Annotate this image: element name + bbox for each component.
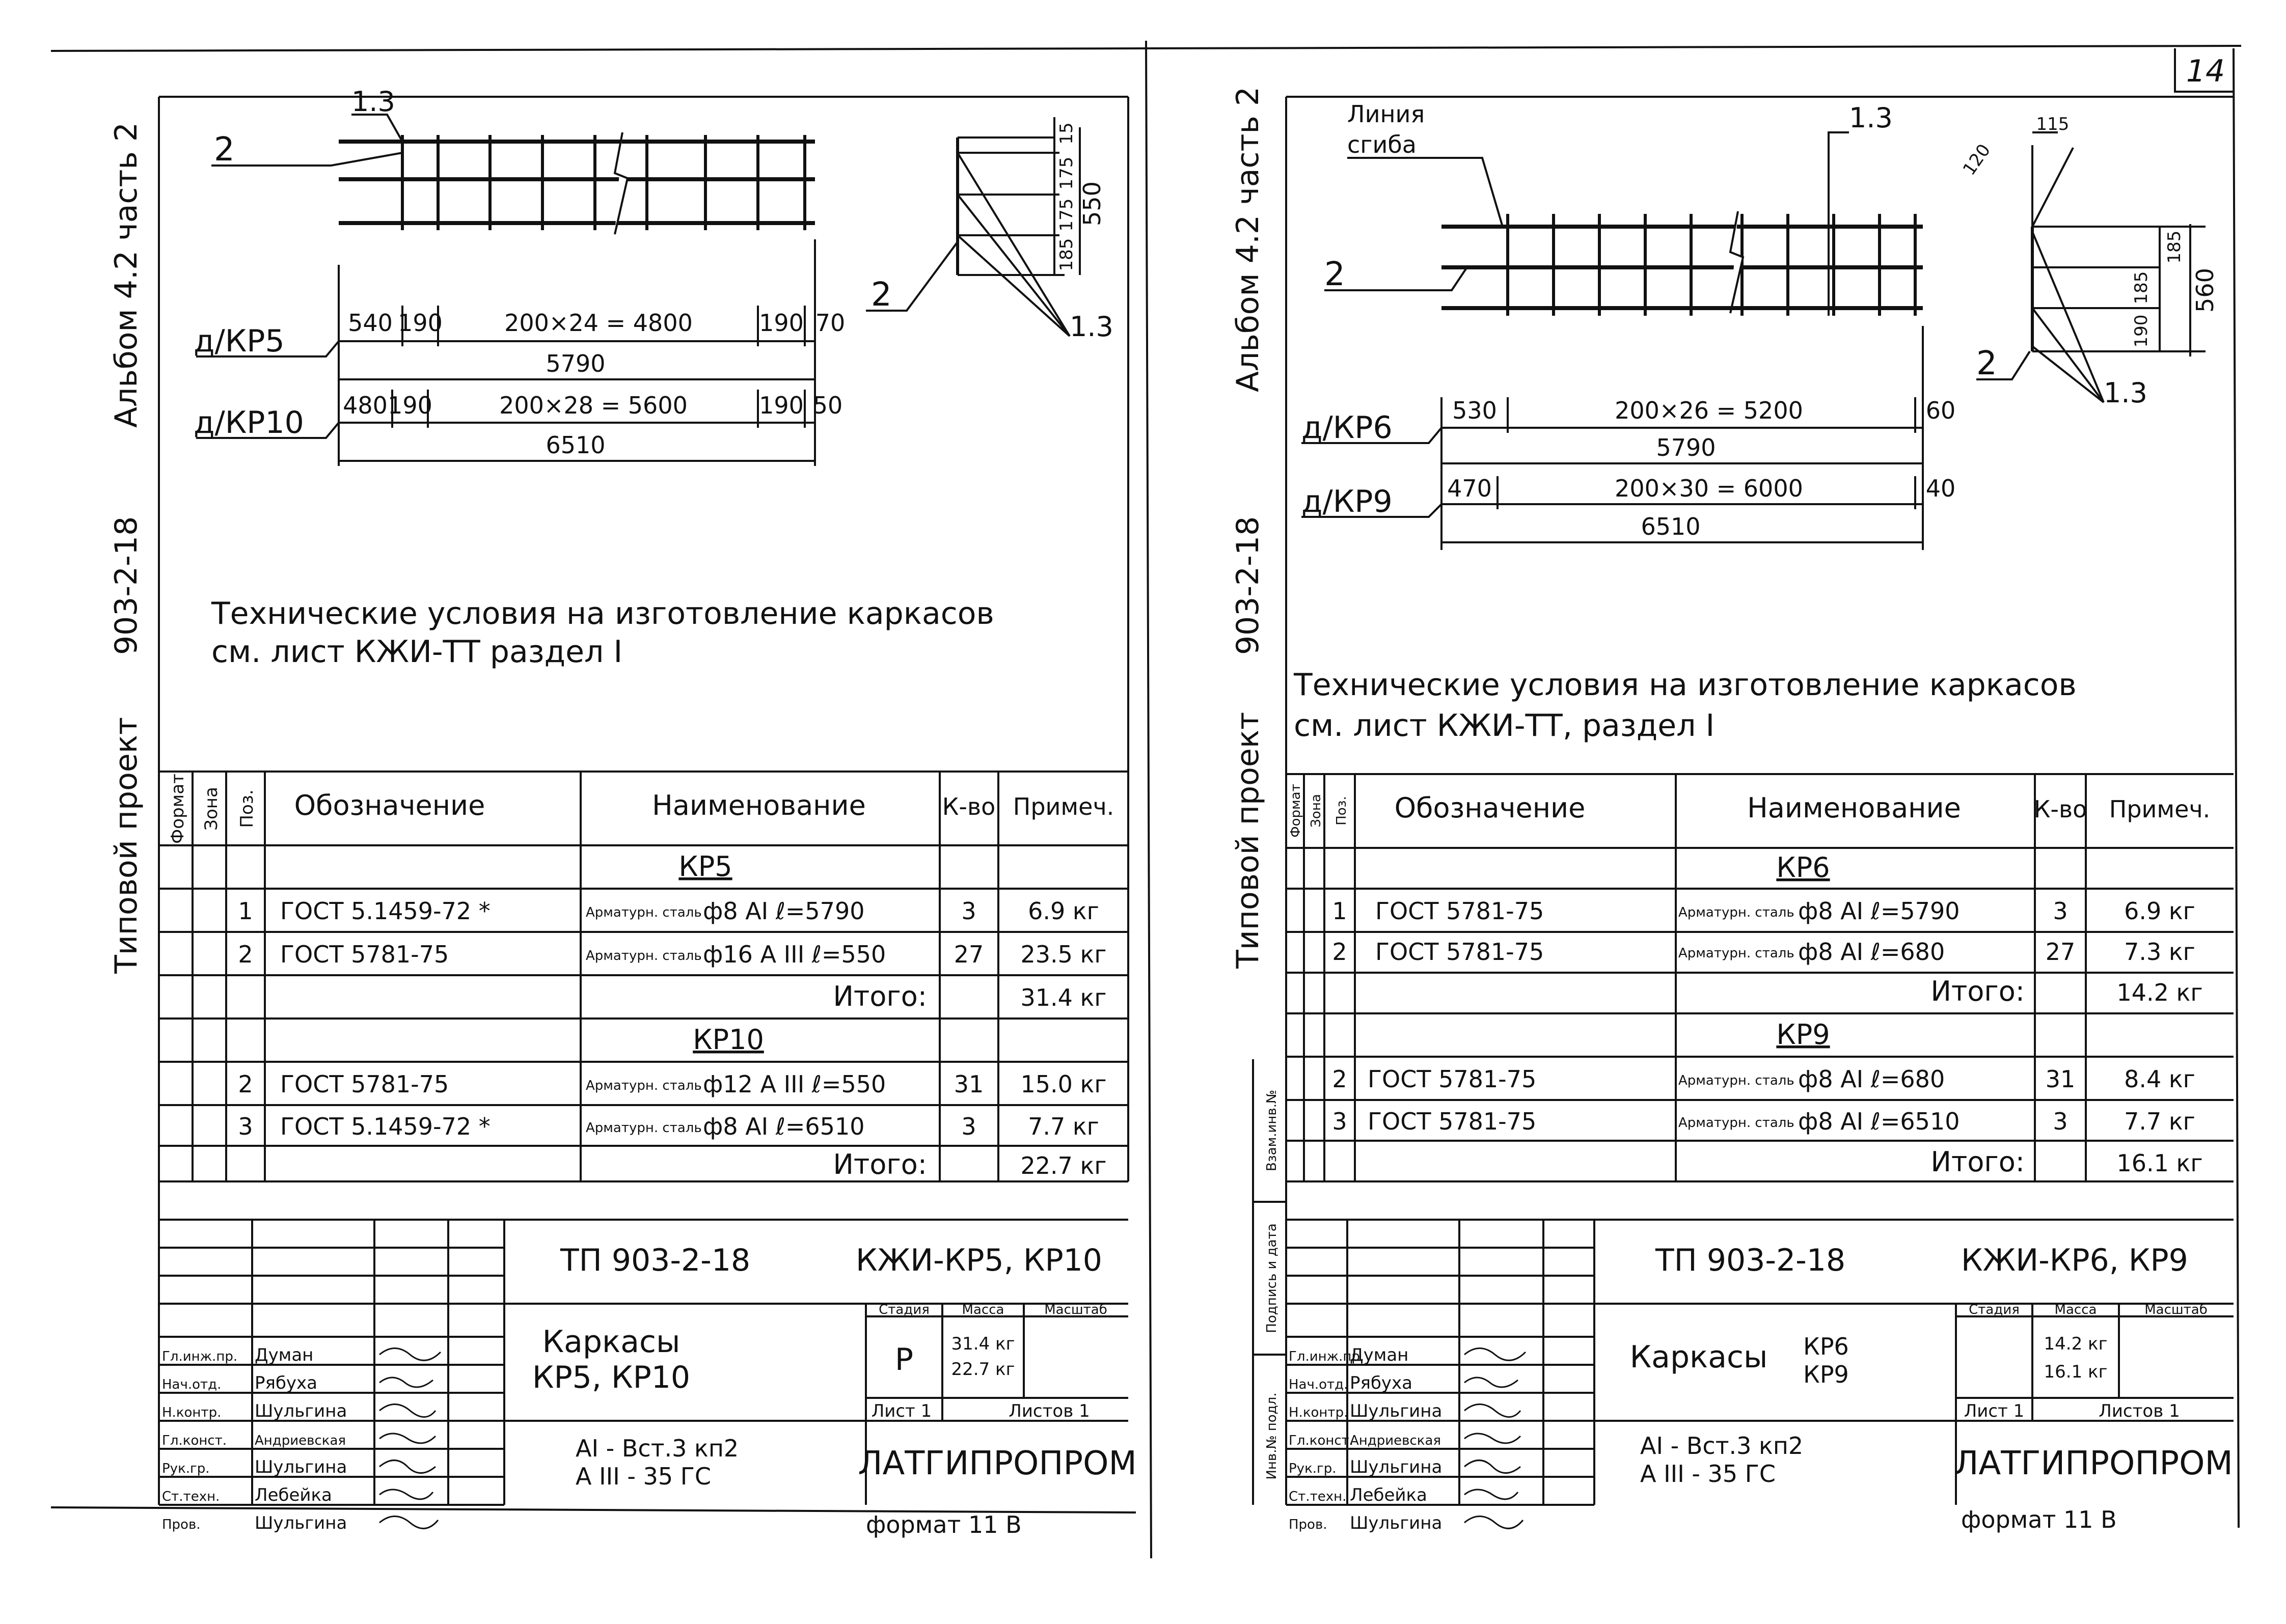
right-section-dim: 185 — [2131, 271, 2152, 305]
left-item-gost: ГОСТ 5781-75 — [280, 941, 449, 968]
left-spec-headers — [168, 774, 1114, 844]
left-tb-stage-label: Стадия — [879, 1302, 930, 1317]
left-col-pos: Поз. — [237, 789, 257, 828]
right-item-note: 7.3 кг — [2124, 938, 2195, 966]
right-tb-sheets: Листов 1 — [2099, 1401, 2180, 1421]
right-group-title: КР6 — [1776, 851, 1830, 884]
left-tb-person: Рябуха — [255, 1373, 318, 1393]
left-row-seg: 200×28 = 5600 — [499, 392, 688, 419]
right-item-spec: ф8 АI ℓ=680 — [1798, 1065, 1945, 1093]
left-spec-rows — [238, 850, 1106, 1180]
left-row-seg: 200×24 = 4800 — [504, 309, 693, 337]
right-item-mat: Арматурн. сталь — [1678, 1073, 1794, 1088]
right-item-qty: 3 — [2053, 897, 2068, 925]
left-signatures — [379, 1348, 441, 1529]
left-row-seg: 480 — [343, 392, 388, 419]
left-section — [866, 117, 1080, 336]
left-tb-role: Гл.конст. — [162, 1433, 227, 1448]
right-row-seg: 40 — [1925, 475, 1956, 502]
left-section-dim: 175 — [1056, 156, 1077, 190]
right-col-format: Формат — [1288, 784, 1303, 838]
left-item-gost: ГОСТ 5.1459-72 * — [280, 897, 491, 925]
right-row-seg: 200×26 = 5200 — [1615, 397, 1803, 424]
left-total-label: Итого: — [833, 980, 927, 1012]
right-row-seg: 60 — [1925, 397, 1956, 424]
left-note-line: см. лист КЖИ-ТТ раздел I — [211, 634, 623, 670]
right-side-stamp — [1230, 87, 1286, 1480]
right-row-seg: 470 — [1447, 475, 1492, 502]
left-item-pos: 2 — [238, 1070, 253, 1098]
left-item-spec: ф12 А III ℓ=550 — [703, 1070, 886, 1098]
right-tb-role: Гл.инж.пр. — [1289, 1349, 1365, 1364]
left-item-qty: 27 — [954, 941, 984, 968]
left-section-dim: 175 — [1056, 198, 1077, 232]
right-total-label: Итого: — [1930, 1146, 2025, 1178]
left-tb-mass: 22.7 кг — [951, 1359, 1015, 1380]
right-spec-headers — [1288, 784, 2210, 838]
left-tb-role: Гл.инж.пр. — [162, 1349, 238, 1364]
left-tb-mass-label: Масса — [962, 1302, 1004, 1317]
right-tb-person: Шульгина — [1350, 1457, 1443, 1477]
left-item-pos: 1 — [238, 897, 253, 925]
left-tb-person: Андриевская — [255, 1433, 346, 1448]
right-item-pos: 3 — [1332, 1108, 1347, 1135]
right-tb-code: КЖИ-КР6, КР9 — [1961, 1243, 2188, 1278]
left-tb-role: Рук.гр. — [162, 1461, 210, 1476]
left-total-value: 22.7 кг — [1020, 1152, 1107, 1179]
right-tb-mass: 16.1 кг — [2044, 1362, 2108, 1382]
right-tb-name: Каркасы — [1629, 1339, 1768, 1375]
right-item-note: 7.7 кг — [2124, 1108, 2195, 1135]
right-item-spec: ф8 АI ℓ=680 — [1798, 938, 1945, 966]
right-album-label: Альбом 4.2 часть 2 — [1230, 86, 1266, 393]
right-section-dim: 560 — [2191, 268, 2219, 313]
right-row-seg: 530 — [1452, 397, 1497, 424]
right-item-spec: ф8 АI ℓ=6510 — [1798, 1108, 1960, 1135]
right-col-note: Примеч. — [2109, 795, 2211, 823]
left-item-qty: 3 — [961, 1113, 976, 1140]
right-total-value: 14.2 кг — [2116, 979, 2203, 1006]
right-item-pos: 2 — [1332, 1065, 1347, 1093]
right-tb-role: Ст.техн. — [1289, 1489, 1347, 1504]
right-tb-role: Н.контр. — [1289, 1405, 1348, 1420]
left-section-pos13: 1.3 — [1070, 311, 1113, 343]
left-tb-name: Каркасы — [542, 1324, 681, 1360]
right-section-pos13: 1.3 — [2104, 377, 2147, 409]
right-tb-role: Гл.конст. — [1289, 1433, 1354, 1448]
left-tb-org: ЛАТГИПРОПРОМ — [858, 1445, 1137, 1482]
right-row-mark: д/КР9 — [1301, 484, 1393, 519]
right-group-title: КР9 — [1776, 1019, 1830, 1051]
right-sheet — [1230, 87, 2234, 1533]
left-tb-material: АI - Вст.3 кп2 — [576, 1435, 739, 1462]
right-dimensions — [1301, 326, 1923, 550]
left-item-note: 15.0 кг — [1020, 1070, 1107, 1098]
left-row-seg: 190 — [388, 392, 432, 419]
right-row-total: 5790 — [1656, 434, 1716, 461]
left-row-total: 5790 — [546, 350, 606, 377]
left-item-qty: 3 — [961, 897, 976, 925]
left-project-number: 903-2-18 — [108, 516, 144, 655]
left-row-seg: 190 — [759, 309, 804, 337]
left-tb-project: ТП 903-2-18 — [560, 1243, 751, 1278]
right-item-gost: ГОСТ 5781-75 — [1368, 1065, 1537, 1093]
right-tb-name: КР6 — [1803, 1333, 1849, 1360]
right-section — [1976, 132, 2206, 402]
right-tb-material: А III - 35 ГС — [1640, 1460, 1776, 1488]
right-section-dim: 115 — [2036, 114, 2070, 134]
left-row-seg: 540 — [348, 309, 393, 337]
right-item-gost: ГОСТ 5781-75 — [1375, 897, 1544, 925]
right-tb-scale-label: Масштаб — [2144, 1302, 2208, 1317]
left-tb-person: Шульгина — [255, 1457, 347, 1477]
left-row-seg: 190 — [398, 309, 443, 337]
right-tb-sheet: Лист 1 — [1964, 1401, 2025, 1421]
left-item-pos: 2 — [238, 941, 253, 968]
left-tb-role: Ст.техн. — [162, 1489, 220, 1504]
right-section-pos2: 2 — [1976, 345, 1997, 382]
right-item-pos: 1 — [1332, 897, 1347, 925]
left-row-total: 6510 — [546, 431, 606, 459]
right-bend-label: сгиба — [1347, 131, 1417, 158]
left-tb-material: А III - 35 ГС — [576, 1463, 711, 1490]
left-item-note: 23.5 кг — [1020, 941, 1107, 968]
left-album-label: Альбом 4.2 часть 2 — [108, 122, 144, 428]
right-col-qty: К-во — [2033, 795, 2087, 823]
right-project-type: Типовой проект — [1230, 712, 1266, 969]
left-tb-format: формат 11 В — [866, 1511, 1022, 1538]
left-pos13-label: 1.3 — [351, 86, 395, 118]
left-tb-person: Думан — [255, 1345, 314, 1365]
left-row-mark: д/КР5 — [194, 323, 285, 359]
right-tb-person: Шульгина — [1350, 1513, 1443, 1533]
left-tb-role: Пров. — [162, 1517, 201, 1532]
left-row-seg: 190 — [759, 392, 804, 419]
left-tb-role: Нач.отд. — [162, 1377, 222, 1392]
left-item-mat: Арматурн. сталь — [586, 1120, 702, 1136]
right-tb-mass-label: Масса — [2054, 1302, 2097, 1317]
right-tb-org: ЛАТГИПРОПРОМ — [1954, 1445, 2233, 1482]
right-side-field: Подпись и дата — [1264, 1223, 1280, 1333]
left-row-seg: 50 — [812, 392, 843, 419]
right-pos13-label: 1.3 — [1849, 102, 1893, 134]
left-col-note: Примеч. — [1013, 793, 1114, 820]
left-row-seg: 70 — [815, 309, 846, 337]
right-item-note: 6.9 кг — [2124, 897, 2195, 925]
left-section-dim: 550 — [1078, 181, 1106, 226]
left-tb-person: Шульгина — [255, 1513, 347, 1533]
left-item-mat: Арматурн. сталь — [586, 1078, 702, 1093]
right-pos2-label: 2 — [1324, 256, 1345, 293]
left-side-stamp — [108, 122, 144, 974]
right-tb-stage-label: Стадия — [1969, 1302, 2020, 1317]
left-item-mat: Арматурн. сталь — [586, 948, 702, 964]
right-col-designation: Обозначение — [1394, 792, 1586, 824]
right-section-dim: 120 — [1958, 140, 1995, 179]
left-mesh-elevation — [339, 132, 815, 234]
right-tb-name: КР9 — [1803, 1361, 1849, 1388]
left-col-name: Наименование — [652, 789, 866, 821]
right-tb-person: Рябуха — [1350, 1373, 1413, 1393]
left-tb-sheets: Листов 1 — [1009, 1401, 1090, 1421]
right-item-qty: 3 — [2053, 1108, 2068, 1135]
left-tb-person: Шульгина — [255, 1401, 347, 1421]
left-group-title: КР5 — [678, 850, 732, 883]
right-tb-person: Лебейка — [1350, 1485, 1427, 1505]
right-tb-project: ТП 903-2-18 — [1655, 1243, 1846, 1278]
left-section-pos2: 2 — [871, 276, 892, 314]
left-tb-scale-label: Масштаб — [1044, 1302, 1107, 1317]
left-item-pos: 3 — [238, 1113, 253, 1140]
right-project-number: 903-2-18 — [1230, 516, 1266, 655]
right-section-dim: 185 — [2164, 230, 2185, 264]
left-row-mark: д/КР10 — [194, 405, 304, 441]
right-tb-format: формат 11 В — [1961, 1506, 2117, 1533]
right-item-gost: ГОСТ 5781-75 — [1368, 1108, 1537, 1135]
left-tb-sheet: Лист 1 — [871, 1401, 932, 1421]
right-tb-role: Рук.гр. — [1289, 1461, 1337, 1476]
right-col-zone: Зона — [1309, 794, 1324, 828]
right-item-mat: Арматурн. сталь — [1678, 905, 1794, 920]
right-col-name: Наименование — [1747, 792, 1961, 824]
right-item-qty: 27 — [2045, 938, 2076, 966]
right-item-spec: ф8 АI ℓ=5790 — [1798, 897, 1960, 925]
right-total-value: 16.1 кг — [2116, 1149, 2203, 1177]
right-side-field: Инв.№ подл. — [1264, 1392, 1280, 1480]
right-col-pos: Поз. — [1334, 796, 1349, 825]
left-tb-person: Лебейка — [255, 1485, 332, 1505]
right-tb-mass: 14.2 кг — [2044, 1334, 2108, 1354]
right-note-line: Технические условия на изготовление каркасов — [1294, 667, 2077, 703]
right-total-label: Итого: — [1930, 975, 2025, 1007]
left-section-dim: 185 — [1056, 238, 1077, 271]
left-item-spec: ф8 АI ℓ=5790 — [703, 897, 865, 925]
right-row-total: 6510 — [1641, 513, 1701, 540]
page-number-box — [2175, 48, 2234, 92]
left-col-qty: К-во — [942, 793, 996, 820]
left-item-spec: ф8 АI ℓ=6510 — [703, 1113, 865, 1140]
page-number: 14 — [2186, 53, 2225, 89]
left-total-value: 31.4 кг — [1020, 984, 1107, 1011]
right-row-seg: 200×30 = 6000 — [1615, 475, 1803, 502]
right-item-gost: ГОСТ 5781-75 — [1375, 938, 1544, 966]
left-total-label: Итого: — [833, 1148, 927, 1180]
right-item-note: 8.4 кг — [2124, 1065, 2195, 1093]
left-item-qty: 31 — [954, 1070, 984, 1098]
left-tb-role: Н.контр. — [162, 1405, 222, 1420]
right-tb-person: Андриевская — [1350, 1433, 1441, 1448]
left-title-block-text — [162, 1243, 1137, 1538]
left-tb-name: КР5, КР10 — [532, 1360, 691, 1395]
right-tb-role: Пров. — [1289, 1517, 1327, 1532]
left-col-format: Формат — [168, 774, 188, 844]
left-tb-stage: Р — [894, 1342, 914, 1378]
right-bend-label: Линия — [1347, 100, 1425, 128]
right-side-field: Взам.инв.№ — [1264, 1090, 1280, 1171]
right-signatures — [1464, 1348, 1526, 1529]
right-tb-material: АI - Вст.3 кп2 — [1640, 1432, 1804, 1460]
right-row-mark: д/КР6 — [1301, 410, 1393, 446]
left-col-designation: Обозначение — [294, 789, 485, 821]
right-item-mat: Арматурн. сталь — [1678, 946, 1794, 961]
left-item-gost: ГОСТ 5781-75 — [280, 1070, 449, 1098]
left-group-title: КР10 — [693, 1024, 764, 1056]
right-section-dim: 190 — [2131, 314, 2152, 348]
left-project-type: Типовой проект — [108, 717, 144, 974]
left-item-note: 7.7 кг — [1028, 1113, 1099, 1140]
right-item-qty: 31 — [2045, 1065, 2076, 1093]
left-note-line: Технические условия на изготовление каркасов — [211, 596, 994, 631]
left-item-spec: ф16 А III ℓ=550 — [703, 941, 886, 968]
right-item-pos: 2 — [1332, 938, 1347, 966]
left-item-mat: Арматурн. сталь — [586, 905, 702, 920]
left-section-dim: 15 — [1056, 122, 1077, 145]
right-mesh-elevation — [1441, 211, 1923, 316]
right-item-mat: Арматурн. сталь — [1678, 1115, 1794, 1131]
left-sheet — [108, 86, 1137, 1538]
right-mesh-leaders — [1324, 132, 1849, 316]
right-bend-leader — [1347, 158, 1503, 227]
right-tb-person: Шульгина — [1350, 1401, 1443, 1421]
left-pos2-label: 2 — [214, 131, 235, 169]
right-note-line: см. лист КЖИ-ТТ, раздел I — [1294, 708, 1715, 744]
left-item-gost: ГОСТ 5.1459-72 * — [280, 1113, 491, 1140]
right-tb-person: Думан — [1350, 1345, 1409, 1365]
left-item-note: 6.9 кг — [1028, 897, 1099, 925]
right-tb-role: Нач.отд. — [1289, 1377, 1348, 1392]
left-tb-code: КЖИ-КР5, КР10 — [856, 1243, 1102, 1278]
right-title-block-text — [1289, 1243, 2233, 1533]
right-spec-rows — [1332, 851, 2202, 1178]
left-tb-mass: 31.4 кг — [951, 1334, 1015, 1354]
left-col-zone: Зона — [201, 787, 222, 831]
